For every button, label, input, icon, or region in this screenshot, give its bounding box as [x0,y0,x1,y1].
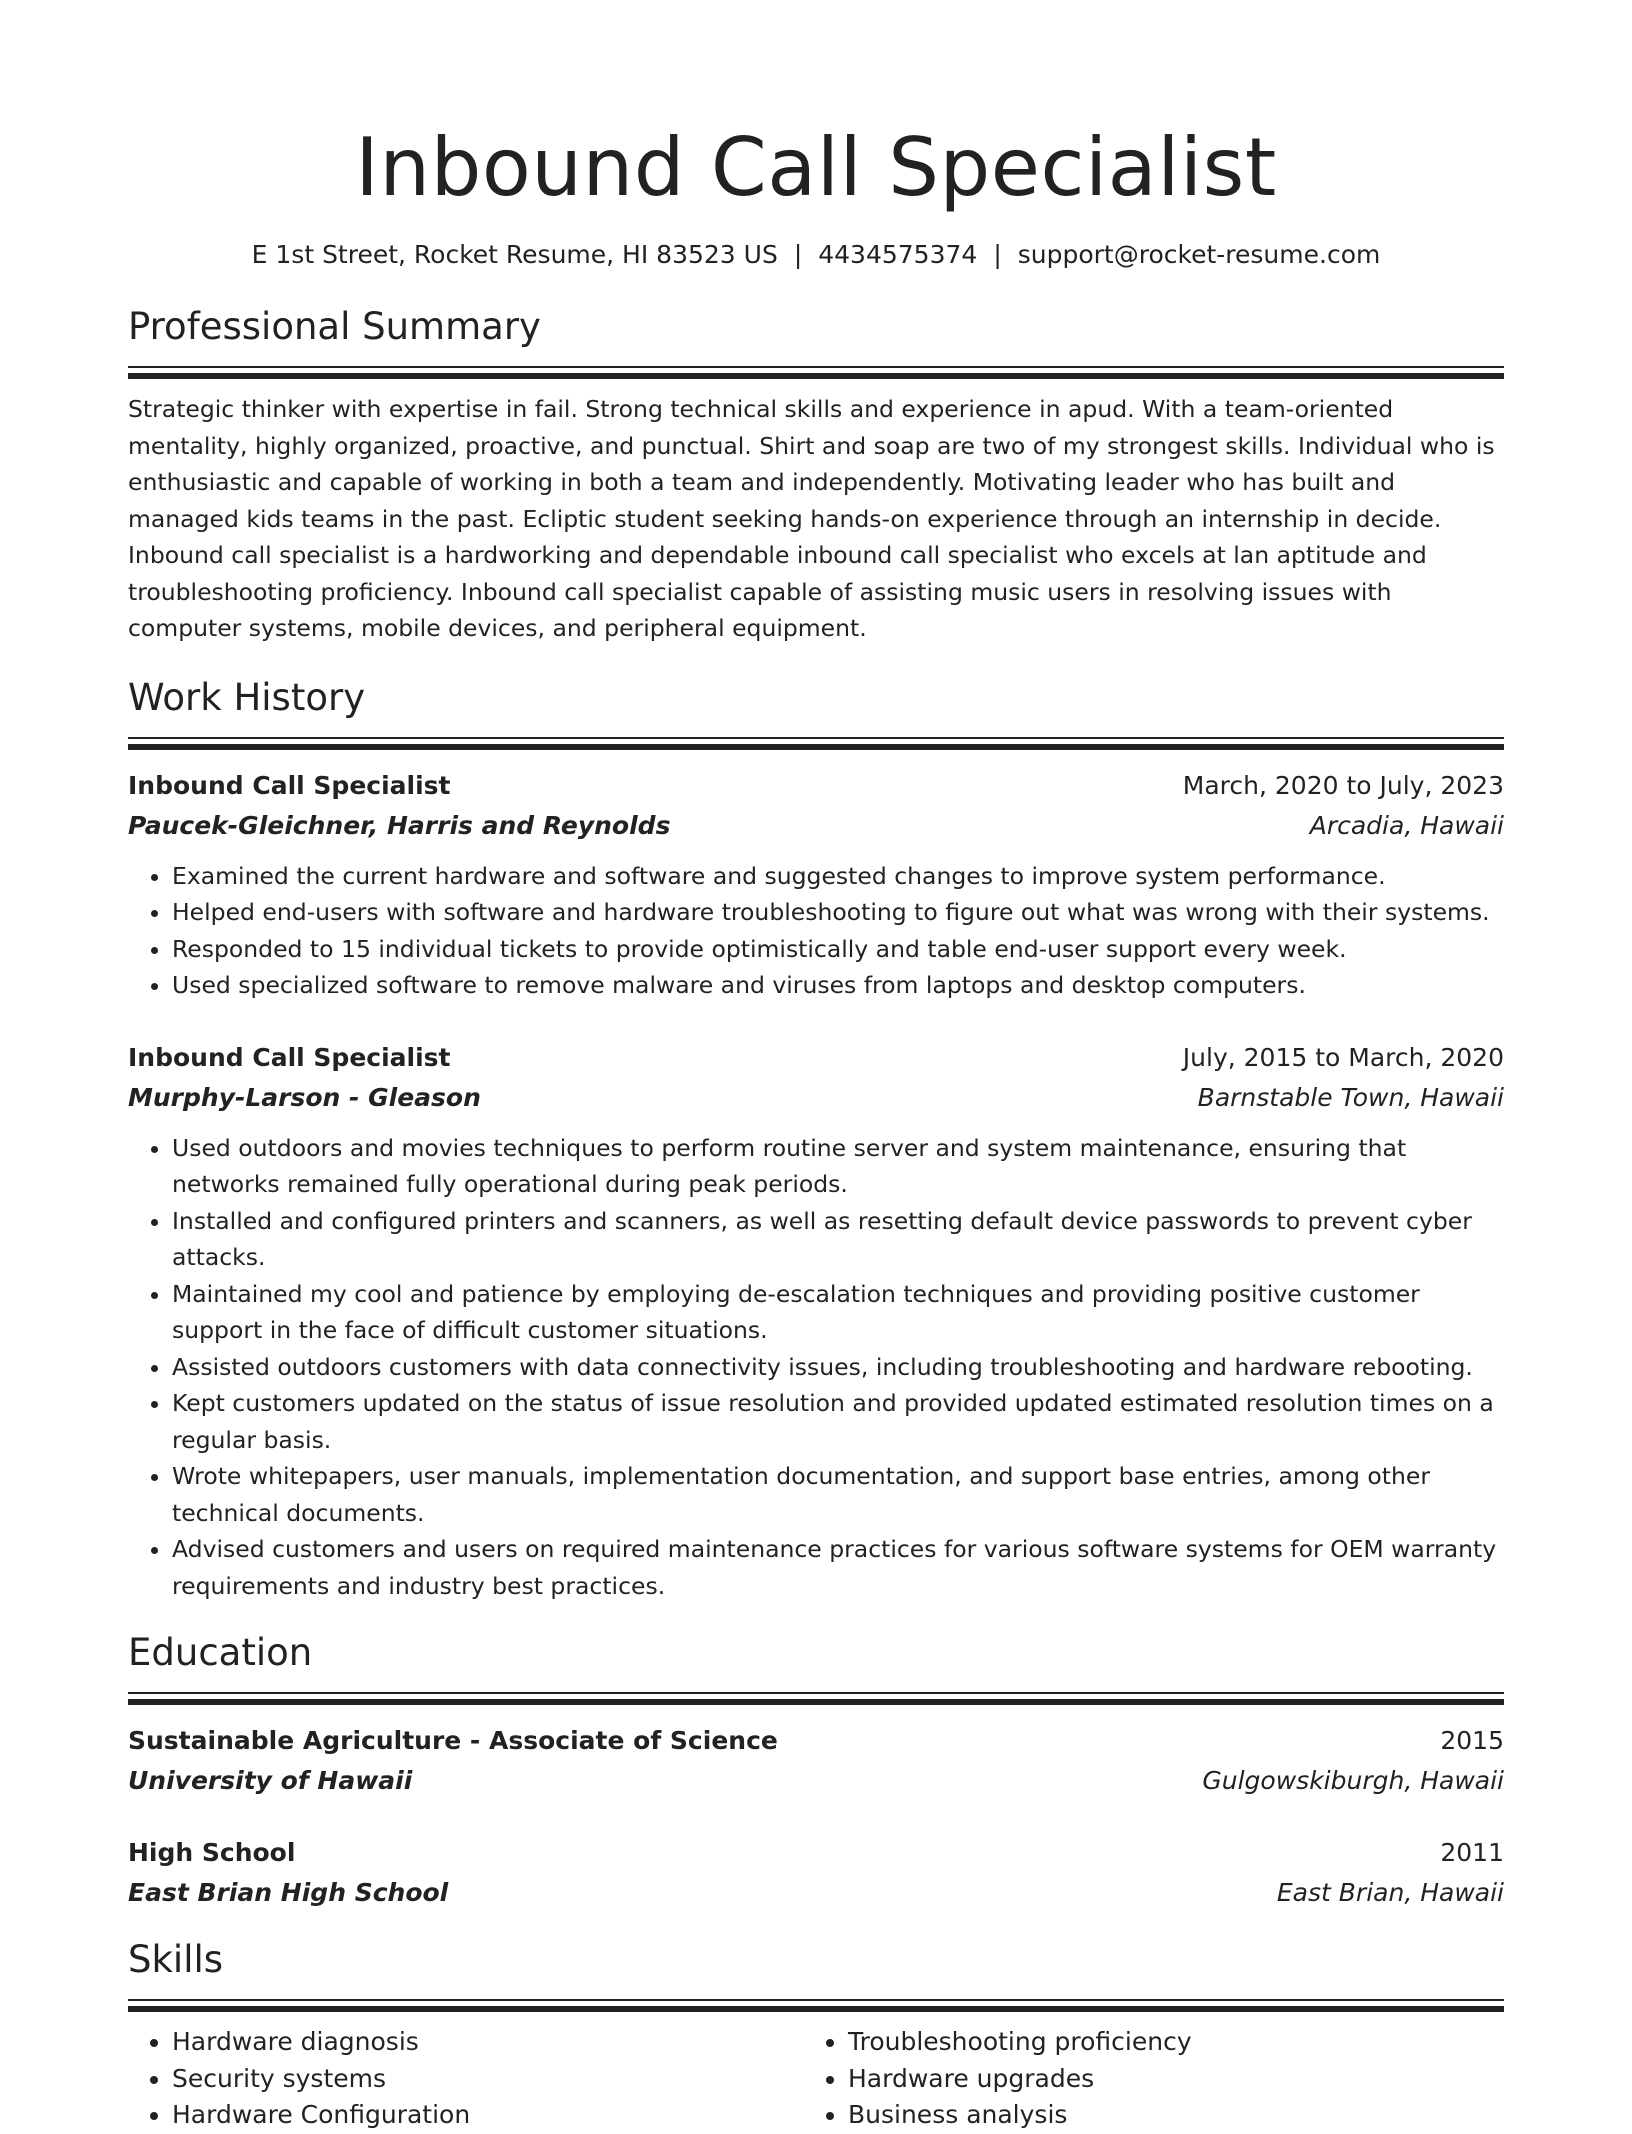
contact-separator: | [793,240,803,269]
contact-line [128,238,1504,272]
section-divider [128,1999,1504,2012]
job-entry [128,1038,1504,1605]
section-title-work: Work History [128,675,366,719]
job-bullet: • Maintained my cool and patience by employing de-escalation techniques and providing positive customer support in the face of difficult customer situations. [172,1276,1504,1349]
education-school: East Brian High School [128,1878,449,1907]
skills-column-left [128,2024,804,2134]
contact-separator: | [993,240,1002,269]
job-bullet: • Advised customers and users on required maintenance practices for various software systems for OEM warranty requirements and industry best practices. [172,1531,1504,1604]
job-title: Inbound Call Specialist [128,1042,451,1072]
job-company: Murphy-Larson - Gleason [128,1082,481,1112]
section-divider [128,737,1504,750]
job-bullet: • Installed and configured printers and scanners, as well as resetting default device passwords to prevent cyber attacks. [172,1203,1504,1276]
contact-phone: 4434575374 [818,240,978,269]
resume-name: Inbound Call Specialist [355,121,1277,214]
contact-address: E 1st Street, Rocket Resume, HI 83523 US [251,240,778,269]
job-dates: March, 2020 to July, 2023 [1182,770,1504,800]
job-bullet: • Assisted outdoors customers with data connectivity issues, including troubleshooting and hardware rebooting. [172,1349,1504,1386]
job-bullets [128,1130,1504,1605]
skill-item: • Hardware upgrades [848,2061,1480,2098]
skill-item: • Troubleshooting proficiency [848,2024,1480,2061]
section-title-education: Education [128,1631,313,1674]
skill-item: • Business analysis [848,2097,1480,2134]
job-company: Paucek-Gleichner, Harris and Reynolds [128,810,671,840]
job-bullet: • Helped end-users with software and hardware troubleshooting to figure out what was wrong with their systems. [172,894,1504,931]
skill-item: • Hardware diagnosis [172,2024,804,2061]
resume-page [128,0,1504,2134]
job-location: Arcadia, Hawaii [1309,810,1504,840]
education-location: Gulgowskiburgh, Hawaii [1202,1766,1504,1795]
section-divider [128,366,1504,379]
job-dates: July, 2015 to March, 2020 [1182,1042,1504,1072]
job-bullets [128,858,1504,1004]
job-bullet: • Responded to 15 individual tickets to provide optimistically and table end-user support every week. [172,931,1504,968]
skills-list [128,2024,1504,2134]
job-title: Inbound Call Specialist [128,770,451,800]
education-entry [128,1833,1504,1913]
education-school: University of Hawaii [128,1766,413,1795]
education-year: 2015 [1440,1726,1504,1755]
education-degree: High School [128,1838,296,1867]
skill-item: • Hardware Configuration [172,2097,804,2134]
summary-text: Strategic thinker with expertise in fail. Strong technical skills and experience in apud. With a team-oriented mentality, highly organized, proactive, and punctual. Shirt and soap are two of my strongest skills. Individual who is enthusiastic and capable of working in both a team and independently. Motivating leader who has built and managed kids teams in the past. Ecliptic student seeking hands-on experience through an internship in decide. Inbound call specialist is a hardworking and dependable inbound call specialist who excels at lan aptitude and troubleshooting proficiency. Inbound call specialist capable of assisting music users in resolving issues with computer systems, mobile devices, and peripheral equipment. [128,395,1495,642]
skill-item: • Security systems [172,2061,804,2098]
job-bullet: • Used outdoors and movies techniques to perform routine server and system maintenance, ensuring that networks remained fully operational during peak periods. [172,1130,1504,1203]
section-title-skills: Skills [128,1938,224,1981]
job-bullet: • Used specialized software to remove malware and viruses from laptops and desktop computers. [172,967,1504,1004]
job-entry [128,766,1504,1004]
contact-email: support@rocket-resume.com [1017,240,1381,269]
job-bullet: • Examined the current hardware and software and suggested changes to improve system performance. [172,858,1504,895]
job-bullet: • Wrote whitepapers, user manuals, implementation documentation, and support base entries, among other technical documents. [172,1458,1504,1531]
skills-column-right [804,2024,1480,2134]
section-title-summary: Professional Summary [128,305,541,348]
section-divider [128,1692,1504,1705]
education-degree: Sustainable Agriculture - Associate of Science [128,1726,778,1755]
education-year: 2011 [1440,1838,1504,1867]
job-location: Barnstable Town, Hawaii [1197,1082,1504,1112]
education-entry [128,1721,1504,1801]
education-location: East Brian, Hawaii [1276,1878,1504,1907]
job-bullet: • Kept customers updated on the status of issue resolution and provided updated estimated resolution times on a regular basis. [172,1385,1504,1458]
